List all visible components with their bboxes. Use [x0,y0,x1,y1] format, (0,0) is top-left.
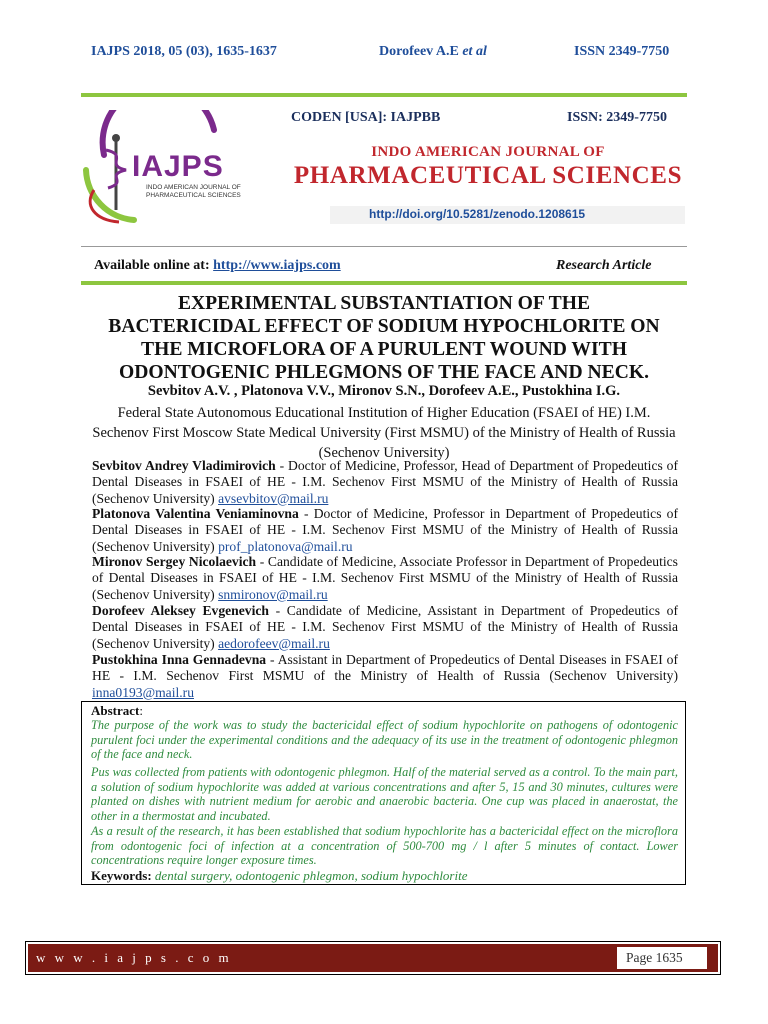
journal-name-line1: INDO AMERICAN JOURNAL OF [371,144,605,160]
author-name: Sevbitov Andrey Vladimirovich [92,458,276,473]
abstract-heading-text: Abstract [91,703,140,718]
author-email-link[interactable]: avsevbitov@mail.ru [218,490,329,506]
title-line: BACTERICIDAL EFFECT OF SODIUM HYPOCHLORITE ON [108,316,660,337]
header-divider [81,93,687,97]
author-email-link[interactable]: snmironov@mail.ru [218,586,328,602]
availability-line [94,258,341,274]
author-detail [92,506,678,555]
journal-name-line2: PHARMACEUTICAL SCIENCES [293,162,683,189]
doi-link[interactable]: http://doi.org/10.5281/zenodo.1208615 [369,207,586,221]
logo-subtitle [146,184,241,200]
running-author-name: Dorofeev A.E [379,44,459,59]
author-description: - Doctor of Medicine, Professor in Department of Propedeutics of Dental Diseases in FSAEI of HE - I.M. Sechenov First MSMU of the Ministry of Health of Russia (Sechenov University) [92,506,678,554]
running-author [379,44,487,60]
abstract-paragraph: As a result of the research, it has been established that sodium hypochlorite has a bactericidal effect on the microflora from odontogenic foci of infection at a concentration of 500-700 mg / l after 5 minutes of contact. Lower concentrations require longer exposure times. [91,824,678,868]
article-type: Research Article [556,258,652,273]
author-detail [92,554,678,603]
masthead-issn: ISSN: 2349-7750 [567,110,667,125]
keywords [91,868,467,884]
masthead-divider [81,246,687,247]
title-divider [81,281,687,285]
running-citation: IAJPS 2018, 05 (03), 1635-1637 [91,44,277,59]
author-name: Pustokhina Inna Gennadevna [92,652,267,667]
author-email-link[interactable]: aedorofeev@mail.ru [218,635,330,651]
journal-website-link[interactable]: http://www.iajps.com [213,258,341,273]
article-title [80,292,688,384]
author-email-link[interactable]: inna0193@mail.ru [92,684,194,700]
author-description: - Candidate of Medicine, Associate Professor in Department of Propedeutics of Dental Diseases in FSAEI of HE - I.M. Sechenov First MSMU of the Ministry of Health of Russia (Sechenov University) [92,554,678,602]
running-issn: ISSN 2349-7750 [574,44,670,59]
author-name: Mironov Sergey Nicolaevich [92,554,257,569]
footer-website[interactable]: w w w . i a j p s . c o m [36,950,232,965]
running-author-etal: et al [462,44,487,59]
author-detail [92,652,678,701]
author-description: - Candidate of Medicine, Assistant in Department of Propedeutics of Dental Diseases in FSAEI of HE - I.M. Sechenov First MSMU of the Ministry of Health of Russia (Sechenov University) [92,603,678,651]
abstract-heading: Abstract: [91,703,144,718]
title-line: ODONTOGENIC PHLEGMONS OF THE FACE AND NECK. [119,362,649,383]
author-name: Platonova Valentina Veniaminovna [92,506,299,521]
keywords-label: Keywords: [91,868,152,883]
logo-subtitle-line1: INDO AMERICAN JOURNAL OF [146,184,241,191]
abstract-paragraph: Pus was collected from patients with odontogenic phlegmon. Half of the material served as a control. To the main part, a solution of sodium hypochlorite was added at various concentrations and after 5, 15 and 30 minutes, cultures were planted on dishes with nutrient medium for aerobic and anaerobic bacteria. One cup was placed in anaerostat, the other in a thermostat and incubated. [91,765,678,823]
logo-subtitle-line2: PHARMACEUTICAL SCIENCES [146,192,241,199]
author-list: Sevbitov A.V. , Platonova V.V., Mironov S.N., Dorofeev A.E., Pustokhina I.G. [147,383,621,399]
availability-label: Available online at: [94,258,210,273]
author-email: prof_platonova@mail.ru [218,538,353,554]
author-name: Dorofeev Aleksey Evgenevich [92,603,269,618]
keywords-value: dental surgery, odontogenic phlegmon, sodium hypochlorite [154,868,468,883]
logo-wordmark: IAJPS [132,150,224,183]
title-line: THE MICROFLORA OF A PURULENT WOUND WITH [141,339,627,360]
coden: CODEN [USA]: IAJPBB [291,110,441,125]
abstract-paragraph: The purpose of the work was to study the bactericidal effect of sodium hypochlorite on pathogens of odontogenic purulent foci under the experimental conditions and the adequacy of its use in the treatment of odontogenic phlegmon of the face and neck. [91,718,678,762]
author-description: - Assistant in Department of Propedeutics of Dental Diseases in FSAEI of HE - I.M. Sechenov First MSMU of the Ministry of Health of Russia (Sechenov University) [92,652,678,684]
page-number: Page 1635 [617,947,707,969]
author-detail [92,458,678,507]
title-line: EXPERIMENTAL SUBSTANTIATION OF THE [177,293,591,314]
author-description: - Doctor of Medicine, Professor, Head of Department of Propedeutics of Dental Diseases in FSAEI of HE - I.M. Sechenov First MSMU of the Ministry of Health of Russia (Sechenov University) [92,458,678,506]
author-detail [92,603,678,652]
affiliation: Federal State Autonomous Educational Institution of Higher Education (FSAEI of HE) I.M. Sechenov First Moscow State Medical University (First MSMU) of the Ministry of Health of Russia (Sechenov University) [92,405,676,461]
